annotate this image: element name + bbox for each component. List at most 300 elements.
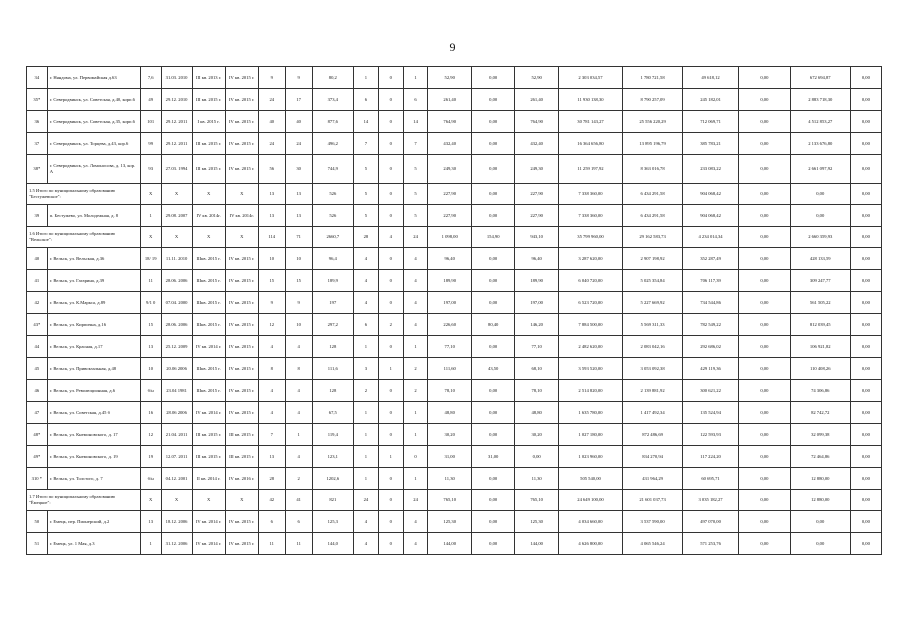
table-cell: 352 287,49 bbox=[683, 248, 739, 270]
table-cell: 0,00 bbox=[738, 468, 790, 490]
table-cell: 4 bbox=[285, 446, 312, 468]
table-cell: 9 bbox=[285, 292, 312, 314]
table-cell: 25 556 220,29 bbox=[623, 111, 683, 133]
table-cell: 4 bbox=[403, 511, 428, 533]
table-cell: IV кв. 2014 г. bbox=[192, 511, 225, 533]
table-cell: 309 247,77 bbox=[790, 270, 850, 292]
summary-label: 1.5 Итого по муниципальному образованию "Бестужевское": bbox=[27, 184, 141, 205]
table-cell: 249,30 bbox=[515, 155, 558, 184]
table-cell: 0,00 bbox=[738, 248, 790, 270]
table-cell: 0,00 bbox=[738, 89, 790, 111]
table-cell: 77,10 bbox=[428, 336, 471, 358]
table-cell: 4 065 546,24 bbox=[623, 533, 683, 555]
table-cell: 227,90 bbox=[428, 205, 471, 227]
table-cell: 1 098,00 bbox=[428, 227, 471, 248]
table-cell: 431 964,29 bbox=[623, 468, 683, 490]
table-cell: 0 bbox=[403, 446, 428, 468]
table-cell: г. Северодвинск, ул. Советская, д.40, корп.6 bbox=[47, 89, 140, 111]
table-cell: 0,00 bbox=[738, 424, 790, 446]
table-cell: г. Вельск, ул. Революционная, д.6 bbox=[47, 380, 140, 402]
table-cell: 526 bbox=[312, 205, 353, 227]
table-cell: 429 119,36 bbox=[683, 358, 739, 380]
table-cell: 48,80 bbox=[515, 402, 558, 424]
table-cell: 82 742,72 bbox=[790, 402, 850, 424]
table-cell: 0,00 bbox=[850, 533, 881, 555]
table-cell: 144,00 bbox=[428, 533, 471, 555]
table-cell: 2 bbox=[354, 380, 379, 402]
table-cell: г. Вельск, ул. Вельская, д.36 bbox=[47, 248, 140, 270]
table-cell: 9 bbox=[258, 67, 285, 89]
table-cell: 0,00 bbox=[850, 336, 881, 358]
table-cell: 7 bbox=[403, 133, 428, 155]
table-cell: 0 bbox=[378, 248, 403, 270]
table-cell: II кв. 2014 г. bbox=[192, 468, 225, 490]
table-cell: 10 bbox=[285, 248, 312, 270]
table-cell: 571 253,76 bbox=[683, 533, 739, 555]
table-cell: X bbox=[140, 490, 161, 511]
table-cell: 4 bbox=[354, 511, 379, 533]
table-cell: 4 bbox=[403, 270, 428, 292]
table-cell: III кв. 2015 г. bbox=[192, 133, 225, 155]
table-cell: 189,90 bbox=[515, 270, 558, 292]
table-cell: 1 bbox=[354, 336, 379, 358]
table-cell: 13 bbox=[258, 205, 285, 227]
table-cell: 72 464,86 bbox=[790, 446, 850, 468]
table-cell: г. Северодвинск, ул. Торцева, д.43, кор.6 bbox=[47, 133, 140, 155]
table-cell: 0 bbox=[378, 490, 403, 511]
table-cell: 2 303 034,57 bbox=[558, 67, 622, 89]
table-cell: 2 bbox=[403, 380, 428, 402]
table-cell: X bbox=[192, 490, 225, 511]
table-cell: 24 bbox=[258, 89, 285, 111]
table-cell: 1 bbox=[378, 446, 403, 468]
table-row bbox=[27, 155, 882, 184]
table-cell: 4 234 014,34 bbox=[683, 227, 739, 248]
table-cell: IV кв. 2015 г. bbox=[225, 111, 258, 133]
table-cell: г. Вельск, ул. Кирпична, д.16 bbox=[47, 314, 140, 336]
table-cell: 6 bbox=[354, 89, 379, 111]
table-cell: п. Бестужево, ул. Молодежная, д. 8 bbox=[47, 205, 140, 227]
table-cell: 4 bbox=[354, 248, 379, 270]
table-cell: 0,00 bbox=[738, 511, 790, 533]
table-cell: 764,90 bbox=[428, 111, 471, 133]
table-cell: 0 bbox=[378, 155, 403, 184]
table-cell: 0,00 bbox=[850, 468, 881, 490]
table-cell: 0,00 bbox=[850, 292, 881, 314]
table-cell: 9 bbox=[258, 292, 285, 314]
table-cell: 1 bbox=[403, 424, 428, 446]
table-cell: IV кв. 2015 г. bbox=[225, 248, 258, 270]
table-cell: 40 bbox=[27, 248, 48, 270]
table-cell: 45 bbox=[27, 358, 48, 380]
table-cell: 28.06. 2006 bbox=[161, 314, 192, 336]
table-cell: 36 bbox=[27, 111, 48, 133]
table-cell: 0,00 bbox=[471, 248, 514, 270]
table-cell: 1 bbox=[140, 533, 161, 555]
table-cell: 0 bbox=[378, 468, 403, 490]
table-cell: 0,00 bbox=[738, 292, 790, 314]
table-row bbox=[27, 111, 882, 133]
table-cell: 5 bbox=[354, 155, 379, 184]
table-cell: X bbox=[192, 184, 225, 205]
table-cell: 39 bbox=[27, 205, 48, 227]
table-cell: 146,20 bbox=[515, 314, 558, 336]
table-cell: 0,00 bbox=[738, 133, 790, 155]
table-cell: 2 514 820,00 bbox=[558, 380, 622, 402]
table-cell: III кв. 2015 г. bbox=[192, 155, 225, 184]
table-cell: 7 338 360,00 bbox=[558, 184, 622, 205]
table-cell: 432,40 bbox=[428, 133, 471, 155]
table-cell: 18/ 19 bbox=[140, 248, 161, 270]
table-cell: 31.12. 2006 bbox=[161, 533, 192, 555]
table-cell: IV кв. 2014г. bbox=[225, 205, 258, 227]
table-cell: 4 bbox=[403, 533, 428, 555]
table-cell: 1 780 721,58 bbox=[623, 67, 683, 89]
table-cell: X bbox=[140, 184, 161, 205]
table-cell: 0 bbox=[378, 184, 403, 205]
table-cell: 227,90 bbox=[428, 184, 471, 205]
table-cell: III кв. 2015 г. bbox=[192, 424, 225, 446]
table-cell: 904 068,42 bbox=[683, 205, 739, 227]
table-cell: IV кв. 2015 г. bbox=[225, 155, 258, 184]
table-cell: 101 bbox=[140, 111, 161, 133]
table-cell: 40 bbox=[285, 111, 312, 133]
summary-label: 1.7 Итого по муниципальному образованию "Ёмецкое": bbox=[27, 490, 141, 511]
table-cell: 1 635 780,00 bbox=[558, 402, 622, 424]
table-cell: 30,20 bbox=[428, 424, 471, 446]
table-cell: 197,00 bbox=[515, 292, 558, 314]
table-cell: 0,00 bbox=[738, 314, 790, 336]
table-cell: 4 bbox=[285, 380, 312, 402]
table-cell: 0 bbox=[378, 205, 403, 227]
table-cell: 7,6 bbox=[140, 67, 161, 89]
table-cell: 0 bbox=[378, 402, 403, 424]
table-cell: 6 040 720,00 bbox=[558, 270, 622, 292]
table-cell: 30,20 bbox=[515, 424, 558, 446]
table-cell: 23.04 1981 bbox=[161, 380, 192, 402]
table-cell: 13 bbox=[285, 205, 312, 227]
table-cell: 24 bbox=[403, 490, 428, 511]
table-cell: 34 bbox=[27, 67, 48, 89]
table-cell: 0,00 bbox=[471, 490, 514, 511]
table-cell: 11 930 138,30 bbox=[558, 89, 622, 111]
table-cell: IV кв. 2015 г. bbox=[225, 292, 258, 314]
table-cell: 30 bbox=[285, 155, 312, 184]
table-cell: 189,9 bbox=[312, 270, 353, 292]
table-cell: 78,10 bbox=[428, 380, 471, 402]
table-cell: 6 bbox=[403, 89, 428, 111]
table-cell: 5 bbox=[403, 184, 428, 205]
table-cell: 128 bbox=[312, 380, 353, 402]
table-row bbox=[27, 468, 882, 490]
table-cell: 125,30 bbox=[428, 511, 471, 533]
table-cell: г. Емецк, пер. Пионерский, д.2 bbox=[47, 511, 140, 533]
table-cell: 106 921,82 bbox=[790, 336, 850, 358]
table-cell: 249,30 bbox=[428, 155, 471, 184]
table-cell: 9/1 0 bbox=[140, 292, 161, 314]
table-cell: 197 bbox=[312, 292, 353, 314]
table-cell: 712 069,71 bbox=[683, 111, 739, 133]
table-cell: 0,00 bbox=[850, 89, 881, 111]
table-cell: 144,0 bbox=[312, 533, 353, 555]
table-cell: 0 bbox=[378, 67, 403, 89]
table-cell: 11,30 bbox=[428, 468, 471, 490]
table-cell: 2 133 676,80 bbox=[790, 133, 850, 155]
table-cell: 13 bbox=[140, 336, 161, 358]
table-cell: 123,1 bbox=[312, 446, 353, 468]
table-cell: 3 bbox=[354, 358, 379, 380]
table-cell: 43* bbox=[27, 314, 48, 336]
table-cell: IV кв. 2015 г. bbox=[225, 270, 258, 292]
table-cell: 0,00 bbox=[850, 511, 881, 533]
table-cell: 125,30 bbox=[515, 511, 558, 533]
table-cell: 6 bbox=[285, 511, 312, 533]
table-row bbox=[27, 89, 882, 111]
table-body bbox=[27, 67, 882, 555]
table-cell: 2 883 718,30 bbox=[790, 89, 850, 111]
table-cell: 0,00 bbox=[790, 533, 850, 555]
table-row bbox=[27, 446, 882, 468]
table-cell: 51 bbox=[27, 533, 48, 555]
table-cell: 2 661 097,92 bbox=[790, 155, 850, 184]
table-cell: 5 bbox=[403, 205, 428, 227]
table-cell: 5 bbox=[354, 205, 379, 227]
table-cell: 0,00 bbox=[738, 380, 790, 402]
table-cell: г. Вельск, ул. Гагарина, д.39 bbox=[47, 270, 140, 292]
table-cell: б/н bbox=[140, 468, 161, 490]
table-cell: 0,00 bbox=[850, 446, 881, 468]
table-cell: 226,60 bbox=[428, 314, 471, 336]
table-cell: 12 bbox=[258, 314, 285, 336]
table-cell: 41 bbox=[285, 490, 312, 511]
table-cell: 48,80 bbox=[428, 402, 471, 424]
table-cell: 11.11. 2010 bbox=[161, 248, 192, 270]
table-cell: 13 bbox=[258, 184, 285, 205]
table-cell: 0 bbox=[378, 133, 403, 155]
housing-program-table bbox=[26, 66, 882, 555]
table-cell: 7 bbox=[258, 424, 285, 446]
table-row bbox=[27, 205, 882, 227]
table-row bbox=[27, 133, 882, 155]
table-row bbox=[27, 314, 882, 336]
table-cell: 96,40 bbox=[515, 248, 558, 270]
table-cell: 0,00 bbox=[471, 424, 514, 446]
table-cell: Шкв. 2015 г. bbox=[192, 248, 225, 270]
table-cell: 28.06. 2006 bbox=[161, 270, 192, 292]
table-cell: IV кв. 2015 г. bbox=[225, 380, 258, 402]
table-cell: 0,00 bbox=[850, 424, 881, 446]
table-cell: 21.04. 2011 bbox=[161, 424, 192, 446]
table-cell: 0,00 bbox=[850, 380, 881, 402]
table-cell: 496,2 bbox=[312, 133, 353, 155]
table-cell: 4 bbox=[403, 292, 428, 314]
table-cell: 1 bbox=[403, 402, 428, 424]
table-cell: IV кв. 2015 г. bbox=[225, 511, 258, 533]
table-cell: 7 bbox=[354, 133, 379, 155]
table-cell: X bbox=[161, 227, 192, 248]
table-cell: 0,00 bbox=[738, 111, 790, 133]
table-cell: 292 686,02 bbox=[683, 336, 739, 358]
table-cell: 0,00 bbox=[790, 511, 850, 533]
table-cell: 32 099,38 bbox=[790, 424, 850, 446]
table-cell: 60 695,71 bbox=[683, 468, 739, 490]
table-cell: 24 bbox=[354, 490, 379, 511]
table-cell: 0,00 bbox=[471, 511, 514, 533]
table-cell: 11 bbox=[285, 533, 312, 555]
table-cell: 0,00 bbox=[850, 184, 881, 205]
table-cell: 50 bbox=[27, 511, 48, 533]
table-cell: 197,00 bbox=[428, 292, 471, 314]
table-cell: 111,6 bbox=[312, 358, 353, 380]
table-cell: 47 bbox=[27, 402, 48, 424]
table-cell: 0 bbox=[378, 336, 403, 358]
table-cell: 13 bbox=[285, 184, 312, 205]
table-cell: 96,4 bbox=[312, 248, 353, 270]
table-cell: 6 434 291,58 bbox=[623, 184, 683, 205]
table-cell: X bbox=[225, 227, 258, 248]
table-cell: 46 bbox=[27, 380, 48, 402]
table-cell: 904 068,42 bbox=[683, 184, 739, 205]
table-cell: 114 bbox=[258, 227, 285, 248]
table-cell: г. Вельск, ул. Кнемоновского, д. 17 bbox=[47, 424, 140, 446]
table-cell: 18.12. 2006 bbox=[161, 511, 192, 533]
table-cell: 5 bbox=[403, 155, 428, 184]
table-cell: 672 694,87 bbox=[790, 67, 850, 89]
table-cell: 373,4 bbox=[312, 89, 353, 111]
table-cell: 24 649 100,00 bbox=[558, 490, 622, 511]
table-cell: 2 bbox=[378, 314, 403, 336]
table-cell: 706 117,39 bbox=[683, 270, 739, 292]
table-cell: б/н bbox=[140, 380, 161, 402]
table-cell: IV кв. 2014 г. bbox=[192, 402, 225, 424]
table-cell: 4 bbox=[258, 402, 285, 424]
table-cell: 29.12. 2011 bbox=[161, 133, 192, 155]
table-cell: 0,00 bbox=[515, 446, 558, 468]
table-cell: Шкв. 2015 г. bbox=[192, 380, 225, 402]
table-cell: 48* bbox=[27, 424, 48, 446]
table-cell: 4 bbox=[354, 270, 379, 292]
table-cell: 943,10 bbox=[515, 227, 558, 248]
table-cell: 42 bbox=[258, 490, 285, 511]
table-cell: 28 bbox=[354, 227, 379, 248]
table-cell: г. Северодвинск, ул. Ломоносова, д. 13, кор. А bbox=[47, 155, 140, 184]
table-cell: 3 537 590,00 bbox=[623, 511, 683, 533]
table-cell: 29.12. 2010 bbox=[161, 89, 192, 111]
table-cell: 11 bbox=[140, 270, 161, 292]
table-cell: 0,00 bbox=[738, 490, 790, 511]
table-cell: г. Емецк, ул. 1 Мая, д.3 bbox=[47, 533, 140, 555]
table-cell: г. Вельск, ул. Кнемоновского, д. 19 bbox=[47, 446, 140, 468]
table-cell: 2660,7 bbox=[312, 227, 353, 248]
table-cell: IV кв. 2015 г. bbox=[225, 89, 258, 111]
table-cell: 1 417 492,34 bbox=[623, 402, 683, 424]
table-cell: 29.08. 2007 bbox=[161, 205, 192, 227]
table-row bbox=[27, 270, 882, 292]
table-cell: 310 * bbox=[27, 468, 48, 490]
table-cell: 35* bbox=[27, 89, 48, 111]
table-cell: 245 182,01 bbox=[683, 89, 739, 111]
table-cell: 765,10 bbox=[428, 490, 471, 511]
table-cell: 0,00 bbox=[471, 402, 514, 424]
table-cell: 11 bbox=[258, 533, 285, 555]
table-row bbox=[27, 424, 882, 446]
table-cell: 0,00 bbox=[471, 380, 514, 402]
table-cell: 04.12. 2001 bbox=[161, 468, 192, 490]
table-cell: III кв. 2015 г. bbox=[192, 446, 225, 468]
table-cell: 16 364 656,80 bbox=[558, 133, 622, 155]
table-cell: 96,40 bbox=[428, 248, 471, 270]
table-cell: 5 569 311,33 bbox=[623, 314, 683, 336]
table-row bbox=[27, 402, 882, 424]
table-cell: 821 bbox=[312, 490, 353, 511]
table-cell: 4 034 660,00 bbox=[558, 511, 622, 533]
table-cell: 1 bbox=[403, 468, 428, 490]
table-cell: 0,00 bbox=[738, 155, 790, 184]
table-cell: 782 549,22 bbox=[683, 314, 739, 336]
table-cell: 0,00 bbox=[738, 446, 790, 468]
table-cell: 80,2 bbox=[312, 67, 353, 89]
table-cell: X bbox=[161, 490, 192, 511]
table-cell: 13 bbox=[140, 511, 161, 533]
table-cell: 68,10 bbox=[515, 358, 558, 380]
table-cell: 0,00 bbox=[471, 270, 514, 292]
table-cell: 13 895 196,79 bbox=[623, 133, 683, 155]
table-cell: 80,40 bbox=[471, 314, 514, 336]
table-cell: 0,00 bbox=[850, 248, 881, 270]
table-cell: 3 035 182,27 bbox=[683, 490, 739, 511]
table-cell: 24 bbox=[403, 227, 428, 248]
table-cell: 0,00 bbox=[471, 111, 514, 133]
table-cell: 0,00 bbox=[850, 133, 881, 155]
table-cell: 14 bbox=[403, 111, 428, 133]
table-cell: 0,00 bbox=[471, 184, 514, 205]
table-cell: 0,00 bbox=[471, 89, 514, 111]
table-cell: 21 601 037,73 bbox=[623, 490, 683, 511]
table-cell: 15 bbox=[285, 270, 312, 292]
table-cell: 0 bbox=[378, 89, 403, 111]
table-cell: IV кв. 2015 г. bbox=[225, 358, 258, 380]
table-cell: 25.12. 2009 bbox=[161, 336, 192, 358]
table-cell: г. Северодвинск, ул. Советская, д.35, корп.6 bbox=[47, 111, 140, 133]
table-cell: 385 783,21 bbox=[683, 133, 739, 155]
table-cell: 13 bbox=[258, 446, 285, 468]
table-cell: 1 bbox=[403, 336, 428, 358]
table-cell: 1 bbox=[354, 402, 379, 424]
table-cell: Шкв. 2015 г. bbox=[192, 358, 225, 380]
table-cell: 71 bbox=[285, 227, 312, 248]
table-cell: 744,9 bbox=[312, 155, 353, 184]
table-cell: 0,00 bbox=[471, 292, 514, 314]
table-cell: 297,2 bbox=[312, 314, 353, 336]
table-cell: 31,00 bbox=[471, 446, 514, 468]
table-cell: 74 306,86 bbox=[790, 380, 850, 402]
table-cell: 0 bbox=[378, 533, 403, 555]
table-cell: 4 bbox=[285, 402, 312, 424]
table-cell: 1 bbox=[378, 358, 403, 380]
housing-program-table-container bbox=[26, 66, 882, 555]
table-cell: 77,10 bbox=[515, 336, 558, 358]
table-row bbox=[27, 380, 882, 402]
table-cell: 11,30 bbox=[515, 468, 558, 490]
table-cell: 0,00 bbox=[471, 133, 514, 155]
table-cell: 872 486,69 bbox=[623, 424, 683, 446]
table-cell: 67,5 bbox=[312, 402, 353, 424]
table-row bbox=[27, 358, 882, 380]
table-cell: 1 bbox=[354, 424, 379, 446]
table-cell: 2 bbox=[285, 468, 312, 490]
table-cell: 0 bbox=[378, 424, 403, 446]
table-cell: 5 bbox=[354, 184, 379, 205]
